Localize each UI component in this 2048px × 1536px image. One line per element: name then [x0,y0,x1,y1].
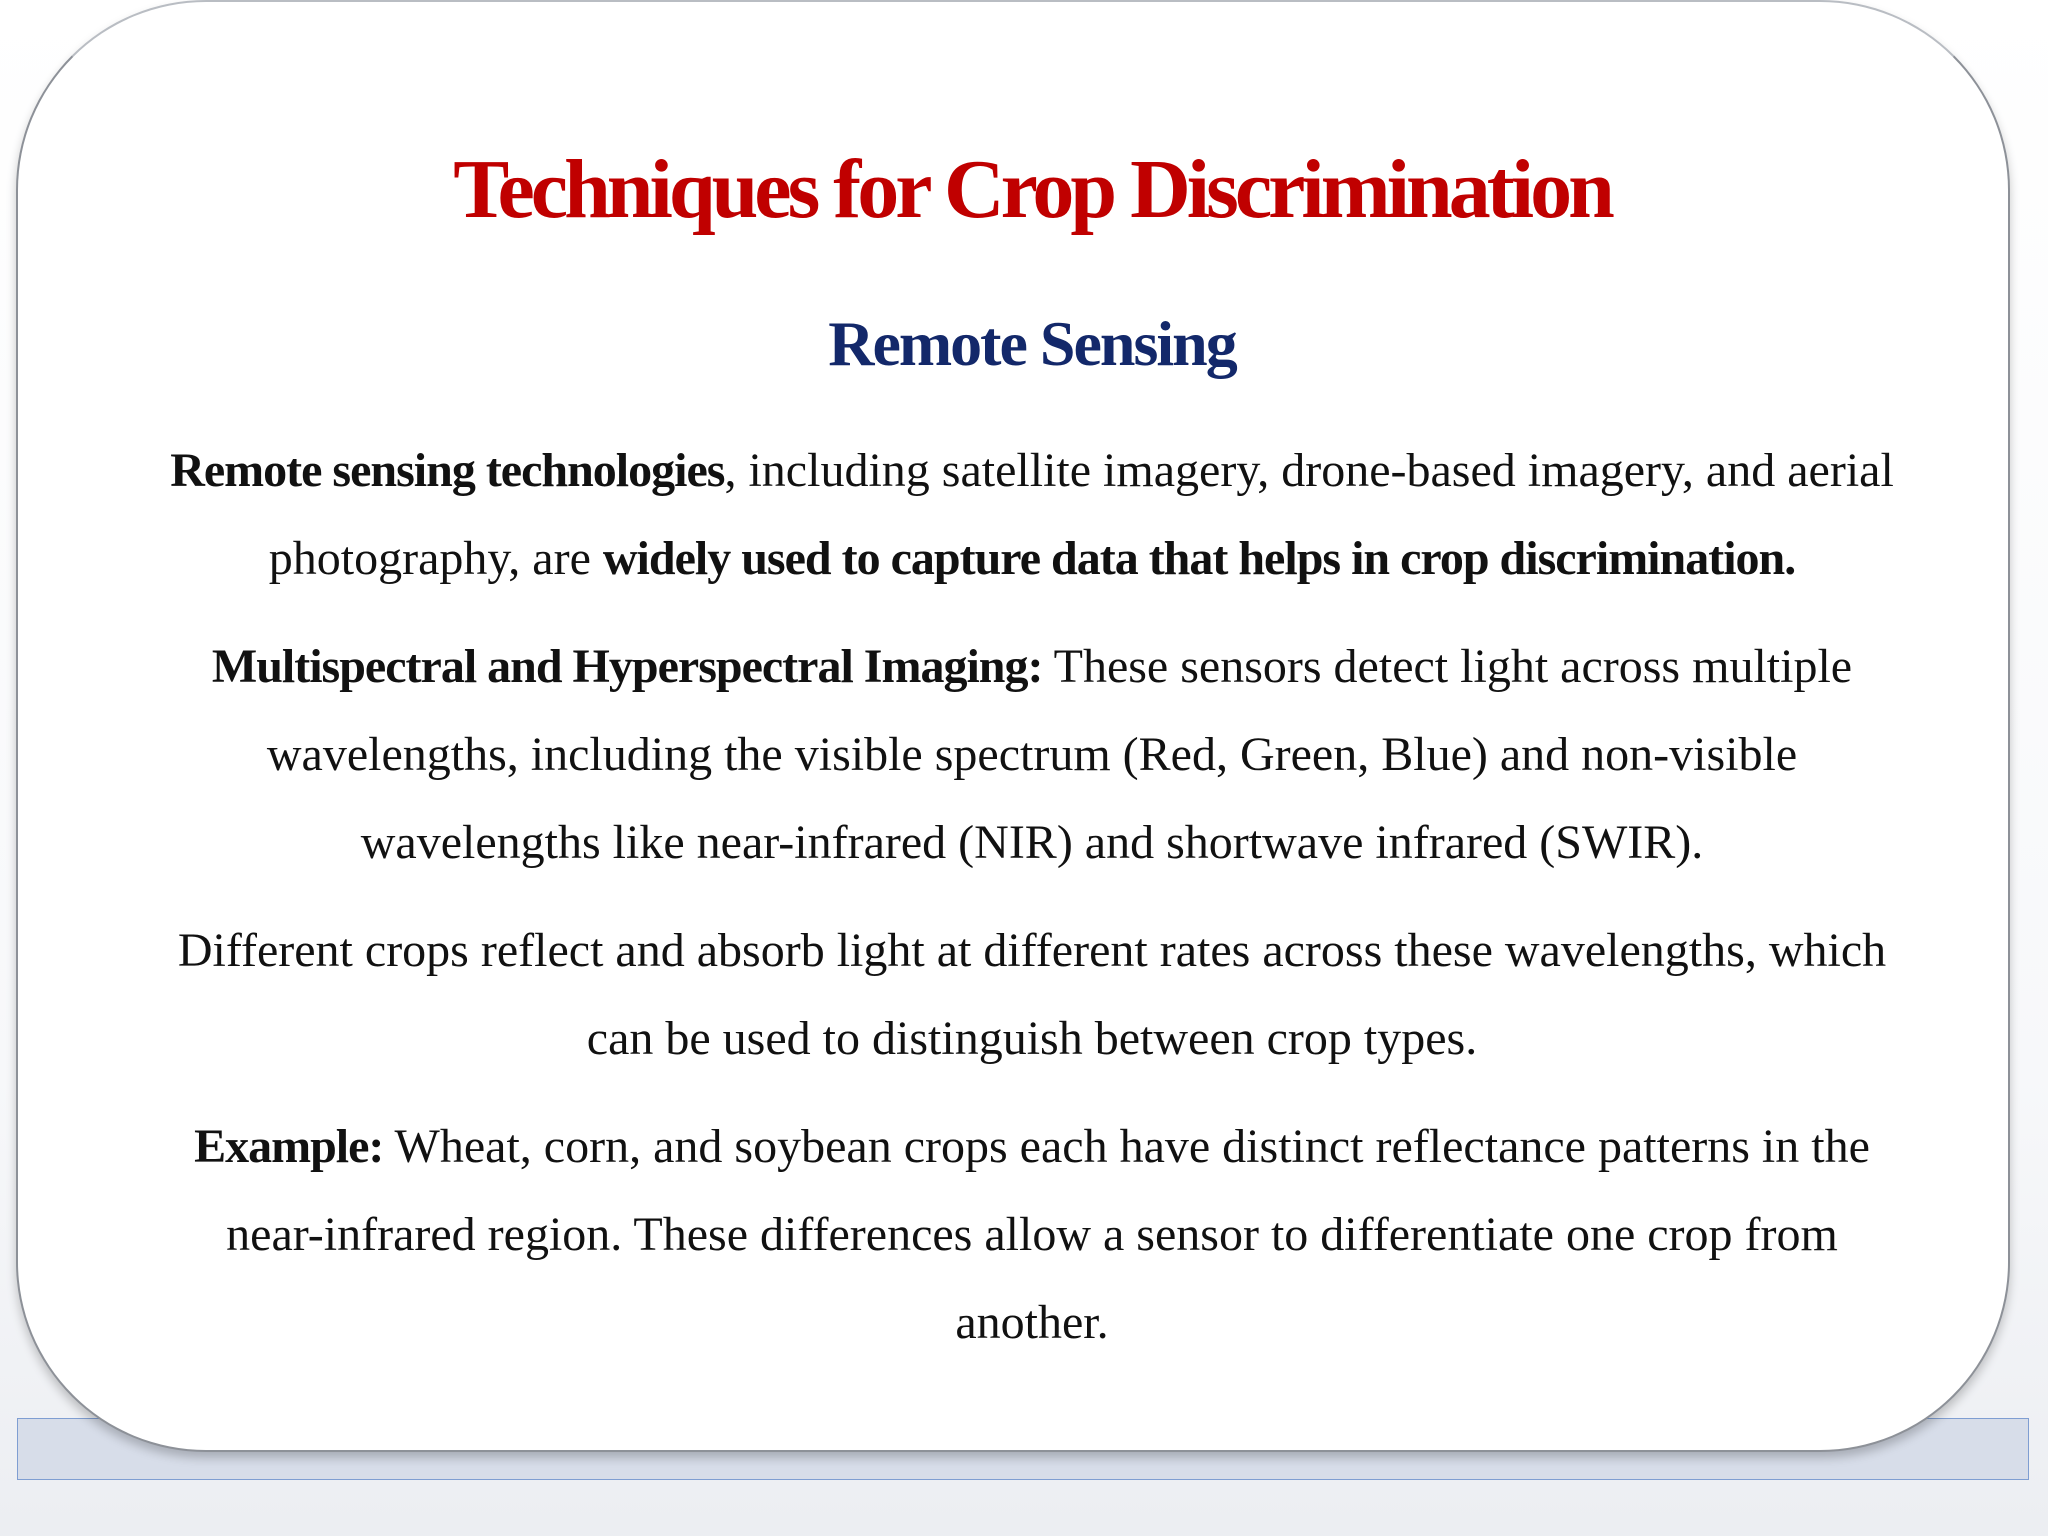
paragraph-example [168,1103,1896,1367]
paragraph-bold-lead: Multispectral and Hyperspectral Imaging: [211,640,1043,693]
paragraph-reflectance [168,907,1896,1083]
paragraph-remote-sensing [168,427,1896,603]
slide-card [16,0,2010,1452]
paragraph-text: These sensors detect light across multiple wavelengths, including the visible spectrum (Red, Green, Blue) and non-visible wavelengths like near-infrared (NIR) and shortwave infrared (SWIR). [266,640,1853,869]
paragraph-text: Different crops reflect and absorb light at different rates across these wavelengths, which can be used to distinguish between crop types. [177,924,1887,1065]
paragraph-bold-lead: Remote sensing technologies [170,444,725,497]
slide-subtitle: Remote Sensing [828,308,1236,379]
paragraph-bold-lead: Example: [194,1120,384,1173]
paragraph-multispectral [168,623,1896,887]
slide-title: Techniques for Crop Discrimination [453,143,1611,236]
paragraph-text: Wheat, corn, and soybean crops each have distinct reflectance patterns in the near-infrared region. These differences allow a sensor to differentiate one crop from another. [226,1120,1870,1349]
paragraph-text: , including satellite imagery, drone-based imagery, and aerial photography, are [268,444,1894,585]
paragraph-bold-emphasis: widely used to capture data that helps in crop discrimination. [602,532,1796,585]
